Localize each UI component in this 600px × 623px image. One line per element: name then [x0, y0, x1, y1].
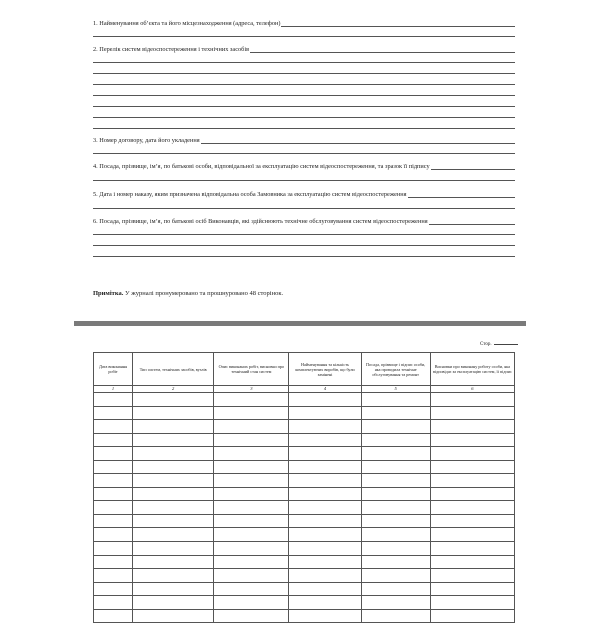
blank-line[interactable] [93, 128, 515, 129]
table-row [94, 420, 515, 434]
field-order-number-label: 5. Дата і номер наказу, яким призначена відповідальна особа Замовника за експлуатацію систем відеоспостереження [93, 191, 407, 198]
table-cell[interactable] [94, 514, 133, 528]
field-object-name-label: 1. Найменування об’єкта та його місцезнаходження (адреса, телефон) [93, 20, 281, 27]
field-contract-number-label: 3. Номер договору, дата його укладення [93, 137, 200, 144]
table-cell[interactable] [361, 542, 430, 556]
field-order-number [93, 191, 515, 199]
column-header: Найменування та кількість комплектуючих виробів, що були замінені [289, 353, 361, 386]
table-cell[interactable] [289, 447, 361, 461]
table-row [94, 609, 515, 623]
table-cell[interactable] [94, 406, 133, 420]
table-row [94, 528, 515, 542]
table-cell[interactable] [430, 555, 514, 569]
table-cell[interactable] [94, 460, 133, 474]
column-number: 6 [430, 386, 514, 393]
table-cell[interactable] [289, 406, 361, 420]
table-cell[interactable] [94, 542, 133, 556]
table-cell[interactable] [289, 569, 361, 583]
table-cell[interactable] [289, 582, 361, 596]
table-cell[interactable] [289, 393, 361, 407]
table-cell[interactable] [289, 460, 361, 474]
table-cell[interactable] [361, 596, 430, 610]
table-row [94, 582, 515, 596]
table-cell[interactable] [94, 609, 133, 623]
object-info-form [93, 20, 515, 257]
column-header: Дата виконання робіт [94, 353, 133, 386]
table-cell[interactable] [361, 487, 430, 501]
table-cell[interactable] [94, 433, 133, 447]
table-cell[interactable] [94, 447, 133, 461]
table-cell[interactable] [214, 609, 289, 623]
blank-line[interactable] [93, 95, 515, 96]
table-cell[interactable] [361, 528, 430, 542]
table-cell[interactable] [289, 514, 361, 528]
table-cell[interactable] [94, 582, 133, 596]
table-cell[interactable] [214, 542, 289, 556]
table-cell[interactable] [430, 596, 514, 610]
table-row [94, 474, 515, 488]
table-cell[interactable] [214, 474, 289, 488]
column-header: Посада, прізвище і підпис особи, яка проводила технічне обслуговування та ремонт [361, 353, 430, 386]
column-header: Тип систем, технічних засобів, вузлів [133, 353, 214, 386]
table-cell[interactable] [289, 487, 361, 501]
table-row [94, 596, 515, 610]
table-cell[interactable] [361, 582, 430, 596]
table-cell[interactable] [133, 514, 214, 528]
table-cell[interactable] [214, 487, 289, 501]
table-cell[interactable] [133, 474, 214, 488]
field-responsible-person [93, 163, 515, 171]
table-cell[interactable] [214, 447, 289, 461]
field-executors-label: 6. Посада, прізвище, ім’я, по батькові осіб Виконавців, які здійснюють технічне обслуговування систем відеоспостереження [93, 218, 428, 225]
table-row [94, 514, 515, 528]
table-cell[interactable] [430, 393, 514, 407]
table-cell[interactable] [361, 447, 430, 461]
blank-line[interactable] [93, 153, 515, 154]
table-cell[interactable] [94, 569, 133, 583]
table-cell[interactable] [430, 487, 514, 501]
blank-line[interactable] [93, 62, 515, 63]
table-cell[interactable] [133, 393, 214, 407]
column-number: 4 [289, 386, 361, 393]
table-cell[interactable] [361, 433, 430, 447]
blank-line[interactable] [93, 234, 515, 235]
table-cell[interactable] [361, 569, 430, 583]
table-cell[interactable] [361, 393, 430, 407]
table-cell[interactable] [430, 420, 514, 434]
table-cell[interactable] [94, 420, 133, 434]
table-cell[interactable] [94, 501, 133, 515]
column-number: 2 [133, 386, 214, 393]
table-cell[interactable] [94, 487, 133, 501]
table-cell[interactable] [133, 528, 214, 542]
table-cell[interactable] [430, 460, 514, 474]
column-header: Опис виконаних робіт, висновки про технічний стан систем [214, 353, 289, 386]
table-row [94, 393, 515, 407]
table-cell[interactable] [430, 569, 514, 583]
table-cell[interactable] [214, 420, 289, 434]
table-cell[interactable] [133, 460, 214, 474]
table-cell[interactable] [214, 393, 289, 407]
field-executors [93, 218, 515, 226]
table-cell[interactable] [214, 582, 289, 596]
table-cell[interactable] [133, 487, 214, 501]
table-row [94, 487, 515, 501]
blank-line[interactable] [93, 180, 515, 181]
note-text: У журналі пронумеровано та прошнуровано 48 сторінок. [123, 290, 284, 297]
table-cell[interactable] [133, 433, 214, 447]
table-cell[interactable] [214, 555, 289, 569]
table-row [94, 447, 515, 461]
note [93, 290, 283, 297]
table-cell[interactable] [361, 474, 430, 488]
table-row [94, 460, 515, 474]
field-contract-number [93, 137, 515, 145]
table-cell[interactable] [133, 596, 214, 610]
table-cell[interactable] [361, 514, 430, 528]
table-cell[interactable] [361, 501, 430, 515]
table-cell[interactable] [133, 406, 214, 420]
page-number-text: Стор. [480, 342, 492, 347]
field-object-name [93, 20, 515, 28]
table-cell[interactable] [430, 406, 514, 420]
table-row [94, 501, 515, 515]
table-cell[interactable] [289, 474, 361, 488]
table-row [94, 542, 515, 556]
table-cell[interactable] [94, 555, 133, 569]
table-row [94, 406, 515, 420]
table-row [94, 555, 515, 569]
table-cell[interactable] [361, 420, 430, 434]
blank-line[interactable] [93, 256, 515, 257]
table-cell[interactable] [133, 569, 214, 583]
table-cell[interactable] [214, 406, 289, 420]
table-cell[interactable] [430, 582, 514, 596]
table-cell[interactable] [430, 433, 514, 447]
blank-line[interactable] [93, 245, 515, 246]
table-cell[interactable] [430, 609, 514, 623]
table-cell[interactable] [214, 569, 289, 583]
table-cell[interactable] [133, 582, 214, 596]
table-cell[interactable] [94, 393, 133, 407]
table-cell[interactable] [289, 501, 361, 515]
table-cell[interactable] [289, 420, 361, 434]
table-cell[interactable] [430, 542, 514, 556]
blank-line[interactable] [93, 106, 515, 107]
table-cell[interactable] [361, 460, 430, 474]
column-number: 5 [361, 386, 430, 393]
table-cell[interactable] [289, 433, 361, 447]
table-cell[interactable] [430, 447, 514, 461]
table-cell[interactable] [430, 528, 514, 542]
page-number-label [480, 342, 518, 347]
table-cell[interactable] [94, 596, 133, 610]
note-label: Примітка. [93, 290, 124, 297]
table-cell[interactable] [214, 433, 289, 447]
table-cell[interactable] [214, 460, 289, 474]
table-cell[interactable] [214, 501, 289, 515]
table-cell[interactable] [133, 542, 214, 556]
blank-line[interactable] [93, 36, 515, 37]
column-header: Висновки про виконану роботу особи, яка відповідає за експлуатацію систем, її підпис [430, 353, 514, 386]
table-cell[interactable] [289, 596, 361, 610]
table-cell[interactable] [289, 528, 361, 542]
field-systems-list-label: 2. Перелік систем відеоспостереження і технічних засобів [93, 46, 250, 53]
field-responsible-person-label: 4. Посада, прізвище, ім’я, по батькові особи, відповідальної за експлуатацію систем відеоспостереження, та зразок її підпису [93, 163, 430, 170]
table-cell[interactable] [133, 555, 214, 569]
table-cell[interactable] [133, 609, 214, 623]
field-systems-list [93, 46, 515, 54]
table-cell[interactable] [361, 406, 430, 420]
blank-line[interactable] [93, 117, 515, 118]
table-cell[interactable] [361, 609, 430, 623]
page-number-field[interactable] [494, 344, 518, 345]
table-cell[interactable] [214, 596, 289, 610]
table-cell[interactable] [430, 501, 514, 515]
table-cell[interactable] [289, 609, 361, 623]
table-cell[interactable] [289, 555, 361, 569]
table-cell[interactable] [133, 420, 214, 434]
table-cell[interactable] [430, 474, 514, 488]
table-header-row [94, 353, 515, 386]
maintenance-journal-table [93, 352, 515, 623]
table-cell[interactable] [133, 501, 214, 515]
column-number-row [94, 386, 515, 393]
page-separator [74, 321, 526, 326]
table-cell[interactable] [214, 528, 289, 542]
column-number: 1 [94, 386, 133, 393]
table-cell[interactable] [94, 474, 133, 488]
table-row [94, 433, 515, 447]
table-cell[interactable] [361, 555, 430, 569]
table-cell[interactable] [133, 447, 214, 461]
table-cell[interactable] [214, 514, 289, 528]
blank-line[interactable] [93, 208, 515, 209]
table-cell[interactable] [430, 514, 514, 528]
blank-line[interactable] [93, 84, 515, 85]
table-cell[interactable] [289, 542, 361, 556]
blank-line[interactable] [93, 73, 515, 74]
column-number: 3 [214, 386, 289, 393]
table-row [94, 569, 515, 583]
table-cell[interactable] [94, 528, 133, 542]
